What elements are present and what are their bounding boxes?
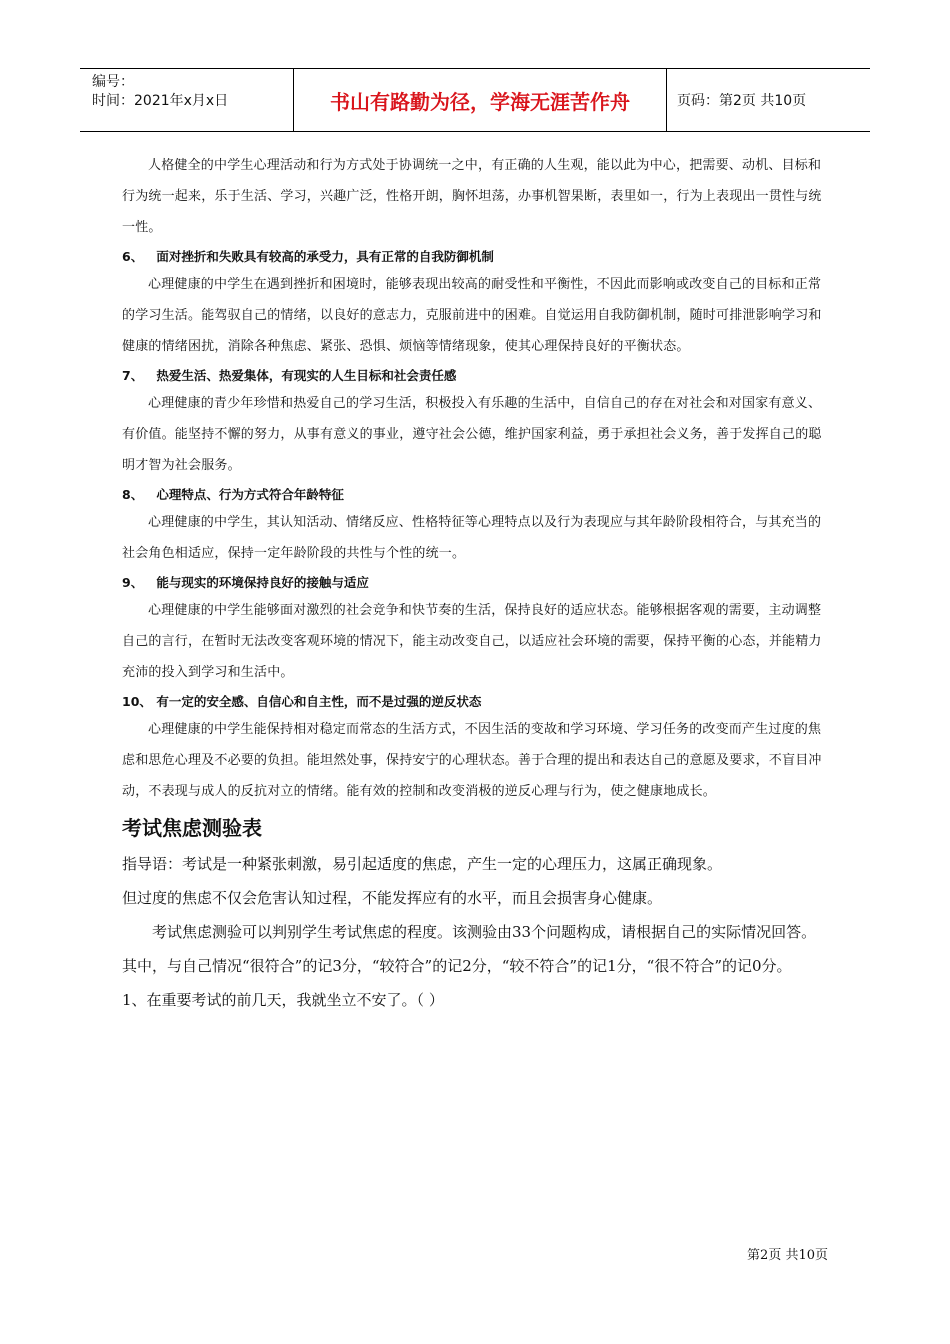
section-heading: [122, 690, 832, 714]
section-heading: [122, 364, 832, 388]
instruction-line: 考试焦虑测验可以判别学生考试焦虑的程度。该测验由33个问题构成，请根据自己的实际情况回答。: [152, 923, 817, 941]
section-title: 能与现实的环境保持良好的接触与适应: [156, 575, 369, 590]
section-heading: [122, 483, 832, 507]
instruction-line: 指导语：考试是一种紧张刺激，易引起适度的焦虑，产生一定的心理压力，这属正确现象。: [122, 855, 723, 873]
section-heading: [122, 245, 832, 269]
section-paragraph: 心理健康的中学生能保持相对稳定而常态的生活方式，不因生活的变故和学习环境、学习任务的改变而产生过度的焦虑和思危心理及不必要的负担。能坦然处事，保持安宁的心理状态。善于合理的提出和表达自己的意愿及要求，不盲目冲动，不表现与成人的反抗对立的情绪。能有效的控制和改变消极的逆反心理与行为，使之健康地成长。: [122, 722, 822, 799]
header-page-info: 页码：第2页 共10页: [677, 93, 807, 109]
header-motto: 书山有路勤为径，学海无涯苦作舟: [294, 69, 667, 131]
section-paragraph: 心理健康的中学生在遇到挫折和困境时，能够表现出较高的耐受性和平衡性，不因此而影响或改变自己的目标和正常的学习生活。能驾驭自己的情绪，以良好的意志力，克服前进中的困难。自觉运用自我防御机制，随时可排泄影响学习和健康的情绪困扰，消除各种焦虑、紧张、恐惧、烦恼等情绪现象，使其心理保持良好的平衡状态。: [122, 277, 822, 354]
section-paragraph: 心理健康的青少年珍惜和热爱自己的学习生活，积极投入有乐趣的生活中，自信自己的存在对社会和对国家有意义、有价值。能坚持不懈的努力，从事有意义的事业，遵守社会公德，维护国家利益，勇于承担社会义务，善于发挥自己的聪明才智为社会服务。: [122, 396, 822, 473]
instruction-line: 其中，与自己情况“很符合”的记3分，“较符合”的记2分，“较不符合”的记1分，“很不符合”的记0分。: [122, 957, 792, 975]
section-title: 面对挫折和失败具有较高的承受力，具有正常的自我防御机制: [156, 249, 494, 264]
page-header: [80, 68, 870, 132]
section-paragraph: 人格健全的中学生心理活动和行为方式处于协调统一之中，有正确的人生观，能以此为中心，把需要、动机、目标和行为统一起来，乐于生活、学习，兴趣广泛，性格开朗，胸怀坦荡，办事机智果断，表里如一，行为上表现出一贯性与统一性。: [122, 158, 822, 235]
section-number: 6、: [122, 249, 144, 264]
section-number: 9、: [122, 575, 144, 590]
test-title: 考试焦虑测验表: [122, 816, 262, 840]
section-number: 10、: [122, 694, 152, 709]
section-paragraph: 心理健康的中学生，其认知活动、情绪反应、性格特征等心理特点以及行为表现应与其年龄阶段相符合，与其充当的社会角色相适应，保持一定年龄阶段的共性与个性的统一。: [122, 515, 822, 561]
instruction-line: 但过度的焦虑不仅会危害认知过程，不能发挥应有的水平，而且会损害身心健康。: [122, 889, 663, 907]
section-heading: [122, 571, 832, 595]
document-body: [122, 150, 832, 1017]
question-item: 1、在重要考试的前几天，我就坐立不安了。（ ）: [122, 991, 444, 1009]
header-meta: [80, 69, 294, 131]
time-label: 时间：2021年x月x日: [92, 93, 229, 109]
section-number: 8、: [122, 487, 144, 502]
code-label: 编号：: [92, 74, 134, 90]
section-title: 热爱生活、热爱集体，有现实的人生目标和社会责任感: [156, 368, 457, 383]
page-footer: 第2页 共10页: [747, 1248, 828, 1263]
section-paragraph: 心理健康的中学生能够面对激烈的社会竞争和快节奏的生活，保持良好的适应状态。能够根据客观的需要，主动调整自己的言行，在暂时无法改变客观环境的情况下，能主动改变自己，以适应社会环境的需要，保持平衡的心态，并能精力充沛的投入到学习和生活中。: [122, 603, 822, 680]
section-title: 有一定的安全感、自信心和自主性，而不是过强的逆反状态: [156, 694, 482, 709]
section-number: 7、: [122, 368, 144, 383]
section-title: 心理特点、行为方式符合年龄特征: [156, 487, 344, 502]
